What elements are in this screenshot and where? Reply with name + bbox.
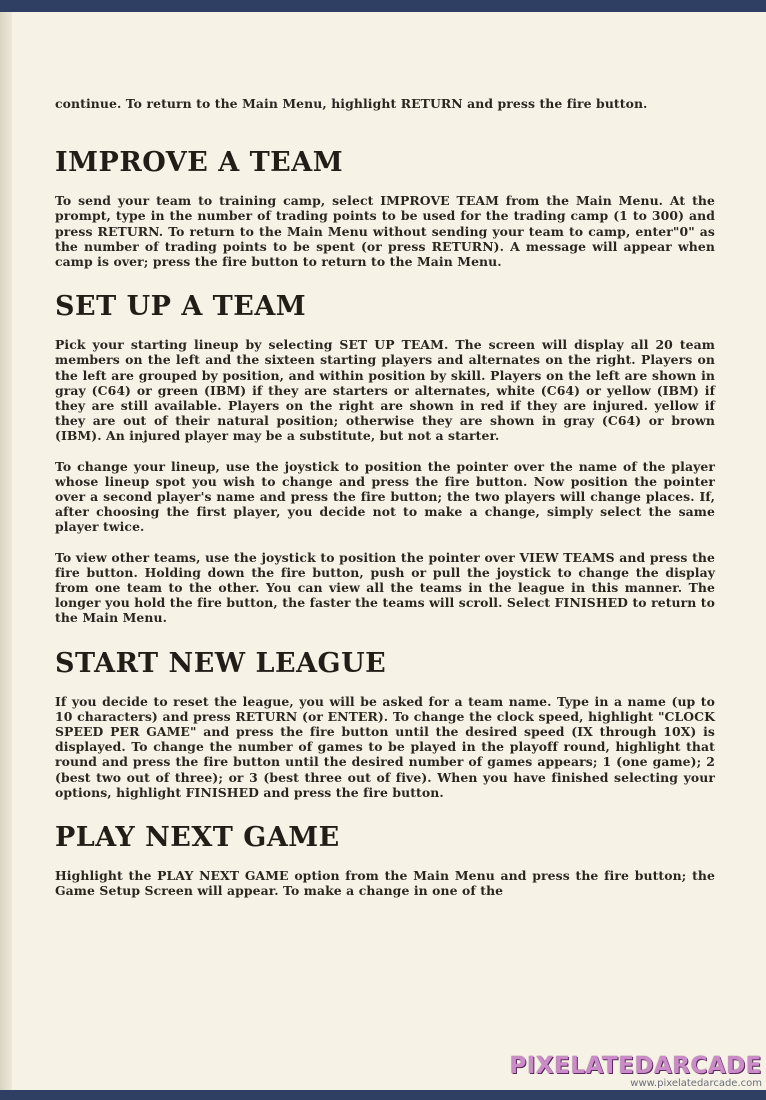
heading-start-new-league: START NEW LEAGUE [55, 647, 387, 679]
heading-set-up-a-team: SET UP A TEAM [55, 291, 307, 323]
page-content [55, 96, 715, 899]
watermark-brand: PIXELATEDARCADE [509, 1053, 762, 1079]
heading-improve-a-team: IMPROVE A TEAM [55, 147, 344, 179]
improve-team-paragraph: To send your team to training camp, select IMPROVE TEAM from the Main Menu. At the prompt, type in the number of trading points to be used for the trading camp (1 to 300) and press RETURN. To return to the Main Menu without sending your team to camp, enter"0" as the number of trading points to be spent (or press RETURN). A message will appear when camp is over; press the fire button to return to the Main Menu. [55, 193, 715, 270]
watermark-url: www.pixelatedarcade.com [630, 1078, 762, 1089]
setup-team-paragraph-3: To view other teams, use the joystick to position the pointer over VIEW TEAMS and press the fire button. Holding down the fire button, push or pull the joystick to change the display from one team to the other. You can view all the teams in the league in this manner. The longer you hold the fire button, the faster the teams will scroll. Select FINISHED to return to the Main Menu. [55, 549, 715, 626]
setup-team-paragraph-1: Pick your starting lineup by selecting SET UP TEAM. The screen will display all 20 team members on the left and the sixteen starting players and alternates on the right. Players on the left are grouped by position, and within position by skill. Players on the left are shown in gray (C64) or green (IBM) if they are starters or alternates, white (C64) or yellow (IBM) if they are still available. Players on the right are shown in red if they are injured. yellow if they are out of their natural position; otherwise they are shown in gray (C64) or brown (IBM). An injured player may be a substitute, but not a starter. [55, 337, 715, 444]
watermark [509, 1054, 762, 1089]
heading-play-next-game: PLAY NEXT GAME [55, 822, 340, 854]
setup-team-paragraph-2: To change your lineup, use the joystick to position the pointer over the name of the player whose lineup spot you wish to change and press the fire button. Now position the pointer over a second player's name and press the fire button; the two players will change places. If, after choosing the first player, you decide not to make a change, simply select the same player twice. [55, 458, 715, 535]
play-next-game-paragraph: Highlight the PLAY NEXT GAME option from the Main Menu and press the fire button; the Game Setup Screen will appear. To make a change in one of the [55, 868, 715, 899]
page-left-edge [0, 12, 12, 1090]
intro-paragraph: continue. To return to the Main Menu, highlight RETURN and press the fire button. [55, 96, 648, 111]
bottom-border-band [0, 1090, 766, 1100]
top-border-band [0, 0, 766, 12]
new-league-paragraph: If you decide to reset the league, you will be asked for a team name. Type in a name (up to 10 characters) and press RETURN (or ENTER). To change the clock speed, highlight "CLOCK SPEED PER GAME" and press the fire button until the desired speed (IX through 10X) is displayed. To change the number of games to be played in the playoff round, highlight that round and press the fire button until the desired number of games appears; 1 (one game); 2 (best two out of three); or 3 (best three out of five). When you have finished selecting your options, highlight FINISHED and press the fire button. [55, 693, 715, 800]
